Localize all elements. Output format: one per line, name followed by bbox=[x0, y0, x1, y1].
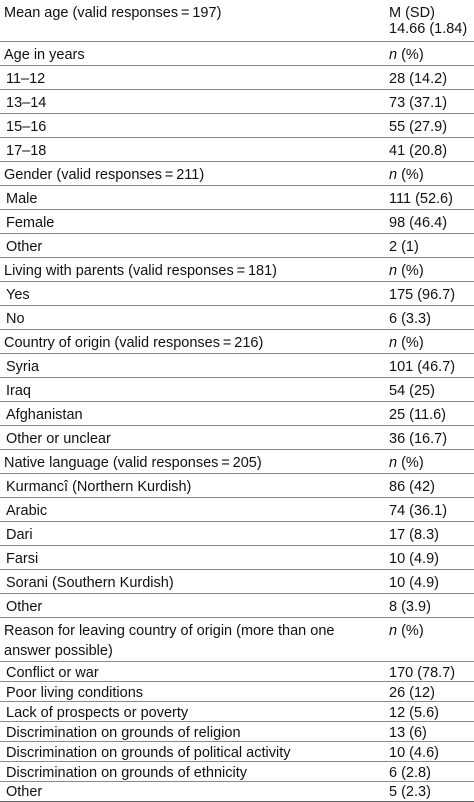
row-label: Yes bbox=[6, 287, 30, 303]
row-value-suffix: (%) bbox=[397, 335, 424, 351]
row-label: Native language (valid responses = 205) bbox=[4, 455, 262, 471]
row-label: Iraq bbox=[6, 383, 31, 399]
table-row bbox=[0, 306, 474, 330]
row-value-line2: 14.66 (1.84) bbox=[389, 21, 468, 37]
row-value: 13 (6) bbox=[389, 725, 427, 741]
table-row bbox=[0, 138, 474, 162]
row-value: 8 (3.9) bbox=[389, 599, 431, 615]
row-value: 36 (16.7) bbox=[389, 431, 448, 447]
row-value: 10 (4.9) bbox=[389, 551, 439, 567]
table-row bbox=[0, 522, 474, 546]
row-value: 17 (8.3) bbox=[389, 527, 439, 543]
row-label: Other bbox=[6, 784, 43, 800]
row-value-n: n bbox=[389, 623, 398, 639]
row-value: 111 (52.6) bbox=[389, 191, 453, 207]
row-value: 74 (36.1) bbox=[389, 503, 448, 519]
row-value: 5 (2.3) bbox=[389, 784, 431, 800]
table-row bbox=[0, 234, 474, 258]
row-label: 17–18 bbox=[6, 143, 47, 159]
table-row bbox=[0, 186, 474, 210]
row-value-suffix: (%) bbox=[397, 167, 424, 183]
row-label: 15–16 bbox=[6, 119, 47, 135]
row-label: Other or unclear bbox=[6, 431, 111, 447]
row-label: Country of origin (valid responses = 216) bbox=[4, 335, 264, 351]
row-value bbox=[389, 3, 474, 39]
row-value: 12 (5.6) bbox=[389, 705, 439, 721]
table-row bbox=[0, 258, 474, 282]
table-row bbox=[0, 546, 474, 570]
row-label: Farsi bbox=[6, 551, 39, 567]
table-row bbox=[0, 450, 474, 474]
row-value: 54 (25) bbox=[389, 383, 435, 399]
row-value: 98 (46.4) bbox=[389, 215, 448, 231]
table-row bbox=[0, 762, 474, 782]
table-row bbox=[0, 282, 474, 306]
table-row bbox=[0, 0, 474, 42]
table-row bbox=[0, 742, 474, 762]
row-value-n: n bbox=[389, 263, 398, 279]
row-value bbox=[389, 333, 474, 353]
row-value-suffix: (%) bbox=[397, 623, 424, 639]
row-value-line1: M (SD) bbox=[389, 5, 435, 21]
row-value bbox=[389, 261, 474, 281]
row-value: 170 (78.7) bbox=[389, 665, 456, 681]
row-label: Gender (valid responses = 211) bbox=[4, 167, 205, 183]
table-row bbox=[0, 782, 474, 802]
table-row bbox=[0, 498, 474, 522]
table-row bbox=[0, 682, 474, 702]
row-value bbox=[389, 45, 474, 65]
row-label: Mean age (valid responses = 197) bbox=[4, 5, 222, 21]
row-label: Female bbox=[6, 215, 55, 231]
row-label: Syria bbox=[6, 359, 40, 375]
row-value-n: n bbox=[389, 47, 398, 63]
row-value: 2 (1) bbox=[389, 239, 419, 255]
table-row bbox=[0, 426, 474, 450]
table-row bbox=[0, 618, 474, 662]
row-label: Dari bbox=[6, 527, 33, 543]
row-value: 55 (27.9) bbox=[389, 119, 448, 135]
table-row bbox=[0, 662, 474, 682]
row-value bbox=[389, 165, 474, 185]
row-value bbox=[389, 453, 474, 473]
row-value: 41 (20.8) bbox=[389, 143, 448, 159]
row-value: 73 (37.1) bbox=[389, 95, 448, 111]
row-value-suffix: (%) bbox=[397, 263, 424, 279]
row-value bbox=[389, 621, 474, 641]
row-label: Living with parents (valid responses = 181) bbox=[4, 263, 277, 279]
row-label: Age in years bbox=[4, 47, 85, 63]
row-label: Sorani (Southern Kurdish) bbox=[6, 575, 174, 591]
row-label: Other bbox=[6, 239, 43, 255]
row-label: Conflict or war bbox=[6, 665, 99, 681]
table-row bbox=[0, 594, 474, 618]
row-label: Kurmancî (Northern Kurdish) bbox=[6, 479, 192, 495]
row-value-n: n bbox=[389, 167, 398, 183]
row-label: Male bbox=[6, 191, 38, 207]
table-row bbox=[0, 702, 474, 722]
row-label: Lack of prospects or poverty bbox=[6, 705, 189, 721]
row-value: 86 (42) bbox=[389, 479, 435, 495]
row-value: 26 (12) bbox=[389, 685, 435, 701]
table-row bbox=[0, 354, 474, 378]
table-row bbox=[0, 722, 474, 742]
row-value-suffix: (%) bbox=[397, 47, 424, 63]
row-label: Arabic bbox=[6, 503, 48, 519]
row-value: 10 (4.9) bbox=[389, 575, 439, 591]
table-row bbox=[0, 42, 474, 66]
table-row bbox=[0, 378, 474, 402]
row-label: Afghanistan bbox=[6, 407, 83, 423]
row-value-n: n bbox=[389, 455, 398, 471]
row-value: 28 (14.2) bbox=[389, 71, 448, 87]
table-row bbox=[0, 66, 474, 90]
row-label: Discrimination on grounds of religion bbox=[6, 725, 241, 741]
row-label: Discrimination on grounds of ethnicity bbox=[6, 765, 247, 781]
row-label: Other bbox=[6, 599, 43, 615]
table-row bbox=[0, 474, 474, 498]
table-row bbox=[0, 90, 474, 114]
row-value: 10 (4.6) bbox=[389, 745, 439, 761]
row-label: No bbox=[6, 311, 25, 327]
row-label: Discrimination on grounds of political activity bbox=[6, 745, 291, 761]
row-value: 101 (46.7) bbox=[389, 359, 456, 375]
row-label: Poor living conditions bbox=[6, 685, 144, 701]
table-row bbox=[0, 402, 474, 426]
row-value: 6 (2.8) bbox=[389, 765, 431, 781]
row-value: 175 (96.7) bbox=[389, 287, 456, 303]
row-label: Reason for leaving country of origin (more than one answer possible) bbox=[4, 623, 335, 659]
row-value: 6 (3.3) bbox=[389, 311, 431, 327]
row-label: 11–12 bbox=[6, 71, 46, 87]
table-row bbox=[0, 570, 474, 594]
row-value-suffix: (%) bbox=[397, 455, 424, 471]
row-value-n: n bbox=[389, 335, 398, 351]
table-row bbox=[0, 330, 474, 354]
row-label: 13–14 bbox=[6, 95, 47, 111]
table-row bbox=[0, 162, 474, 186]
row-value: 25 (11.6) bbox=[389, 407, 446, 423]
table-row bbox=[0, 210, 474, 234]
table-row bbox=[0, 114, 474, 138]
